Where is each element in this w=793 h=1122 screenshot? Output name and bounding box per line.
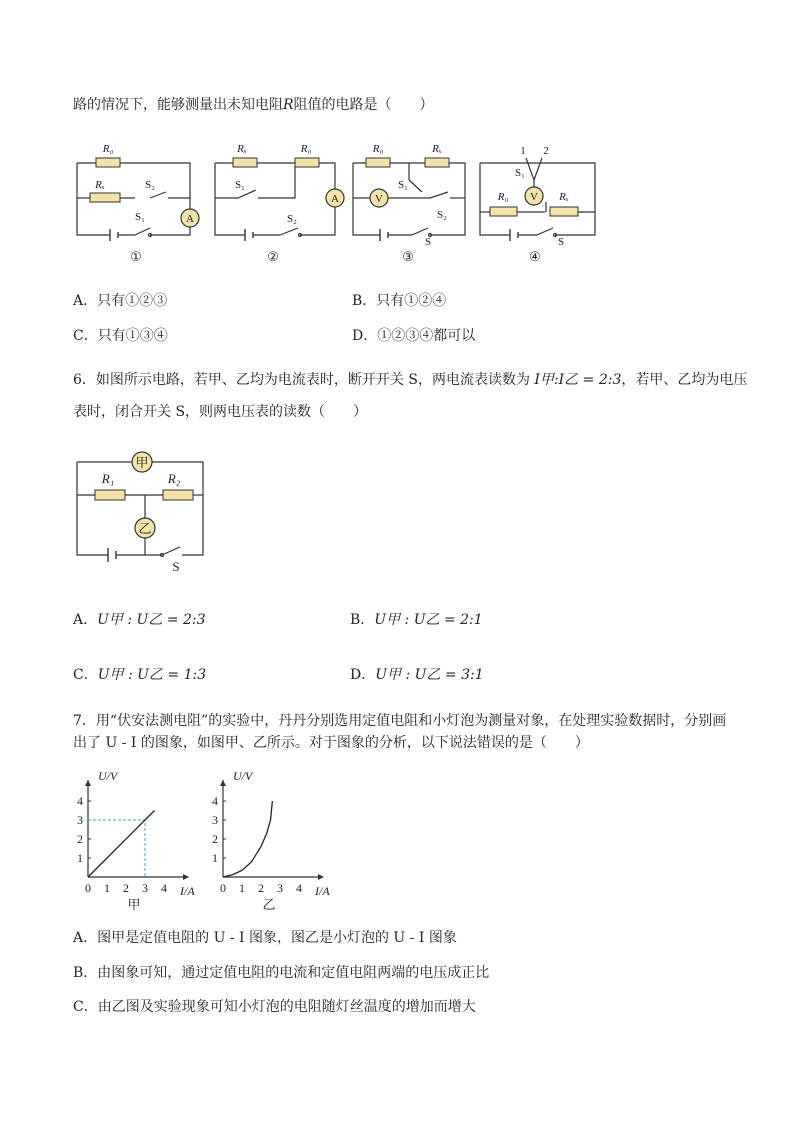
diagram-label-4: ④ [529, 250, 541, 265]
q5-option-c[interactable]: C．只有①③④ [73, 328, 168, 344]
svg-text:乙: 乙 [138, 521, 152, 536]
svg-text:A: A [186, 213, 194, 225]
chart-title: 甲 [127, 897, 141, 912]
q6-option-d[interactable]: D．U甲 : U乙 = 3:1 [350, 667, 484, 683]
q7-line-1: 7．用“伏安法测电阻”的实验中，丹丹分别选用定值电阻和小灯泡为测量对象，在处理实验数据时，分别画 [73, 713, 727, 729]
svg-text:R₀: R₀ [300, 143, 312, 155]
x-tick-label: 4 [161, 881, 167, 895]
diagram-label-1: ① [130, 250, 142, 265]
chart-yi [205, 762, 345, 912]
svg-text:Rₓ: Rₓ [559, 191, 569, 203]
q5-option-a[interactable]: A．只有①②③ [73, 293, 168, 309]
svg-text:1: 1 [520, 145, 526, 157]
y-tick-label: 4 [212, 794, 218, 808]
y-tick-label: 4 [77, 794, 83, 808]
svg-text:2: 2 [543, 145, 549, 157]
q6-circuit [70, 445, 220, 575]
chart-title: 乙 [262, 897, 276, 912]
svg-text:S₂: S₂ [145, 179, 155, 191]
svg-text:V: V [530, 191, 538, 203]
q6-line-1: 6．如图所示电路，若甲、乙均为电流表时，断开开关 S，两电流表读数为 I甲:I乙 = 2:3，若甲、乙均为电压 [73, 372, 748, 388]
x-axis-label: I/A [315, 884, 330, 898]
q7-line-2: 出了 U - I 的图象，如图甲、乙所示。对于图象的分析，以下说法错误的是（ ） [73, 735, 589, 751]
svg-text:R₀: R₀ [372, 143, 384, 155]
x-axis-arrow [183, 874, 189, 880]
y-tick-label: 2 [77, 832, 83, 846]
svg-text:S₁: S₁ [135, 211, 145, 223]
x-tick-label: 0 [85, 881, 91, 895]
x-tick-label: 1 [104, 881, 110, 895]
y-tick-label: 3 [212, 813, 218, 827]
q5-text: 路的情况下，能够测量出未知电阻R阻值的电路是（ ） [73, 97, 434, 113]
svg-text:R₀: R₀ [497, 191, 509, 203]
x-tick-label: 2 [258, 881, 264, 895]
q6-option-c[interactable]: C．U甲 : U乙 = 1:3 [73, 667, 207, 683]
y-axis-label: U/V [98, 769, 118, 783]
y-tick-label: 3 [77, 813, 83, 827]
svg-text:R₀: R₀ [102, 143, 114, 155]
svg-text:S: S [172, 559, 180, 574]
diagram-label-2: ② [267, 250, 279, 265]
y-tick-label: 1 [212, 851, 218, 865]
q6-option-a[interactable]: A．U甲 : U乙 = 2:3 [73, 612, 206, 628]
q5-option-d[interactable]: D．①②③④都可以 [352, 328, 476, 344]
svg-text:S₁: S₁ [398, 179, 408, 191]
x-tick-label: 1 [239, 881, 245, 895]
q7-option-c[interactable]: C．由乙图及实验现象可知小灯泡的电阻随灯丝温度的增加而增大 [73, 999, 476, 1015]
svg-text:R₂: R₂ [167, 471, 181, 486]
q6-option-b[interactable]: B．U甲 : U乙 = 2:1 [350, 612, 483, 628]
diagram-label-3: ③ [402, 250, 414, 265]
y-axis-arrow [85, 780, 91, 786]
series-line [223, 801, 272, 877]
svg-text:V: V [375, 193, 383, 205]
q7-option-b[interactable]: B．由图象可知，通过定值电阻的电流和定值电阻两端的电压成正比 [73, 965, 490, 981]
svg-text:R₁: R₁ [101, 471, 115, 486]
y-axis-label: U/V [233, 769, 253, 783]
svg-text:S₂: S₂ [287, 213, 297, 225]
svg-text:A: A [331, 193, 339, 205]
x-axis-label: I/A [180, 884, 195, 898]
svg-text:S₁: S₁ [235, 179, 245, 191]
q7-option-a[interactable]: A．图甲是定值电阻的 U - I 图象，图乙是小灯泡的 U - I 图象 [73, 930, 457, 946]
q6-line-2: 表时，闭合开关 S，则两电压表的读数（ ） [73, 404, 368, 420]
x-axis-arrow [318, 874, 324, 880]
x-tick-label: 3 [142, 881, 148, 895]
y-axis-arrow [220, 780, 226, 786]
svg-text:Rₓ: Rₓ [432, 143, 442, 155]
x-tick-label: 3 [277, 881, 283, 895]
q5-option-b[interactable]: B．只有①②④ [352, 293, 447, 309]
svg-text:S: S [424, 236, 432, 248]
svg-text:S: S [557, 236, 565, 248]
chart-jia [70, 762, 200, 912]
x-tick-label: 2 [123, 881, 129, 895]
x-tick-label: 4 [296, 881, 302, 895]
svg-text:Rₓ: Rₓ [95, 179, 105, 191]
svg-text:甲: 甲 [135, 455, 149, 470]
y-tick-label: 2 [212, 832, 218, 846]
svg-text:S₁: S₁ [515, 167, 525, 179]
svg-text:Rₓ: Rₓ [237, 143, 247, 155]
x-tick-label: 0 [220, 881, 226, 895]
y-tick-label: 1 [77, 851, 83, 865]
svg-text:S₂: S₂ [437, 209, 447, 221]
